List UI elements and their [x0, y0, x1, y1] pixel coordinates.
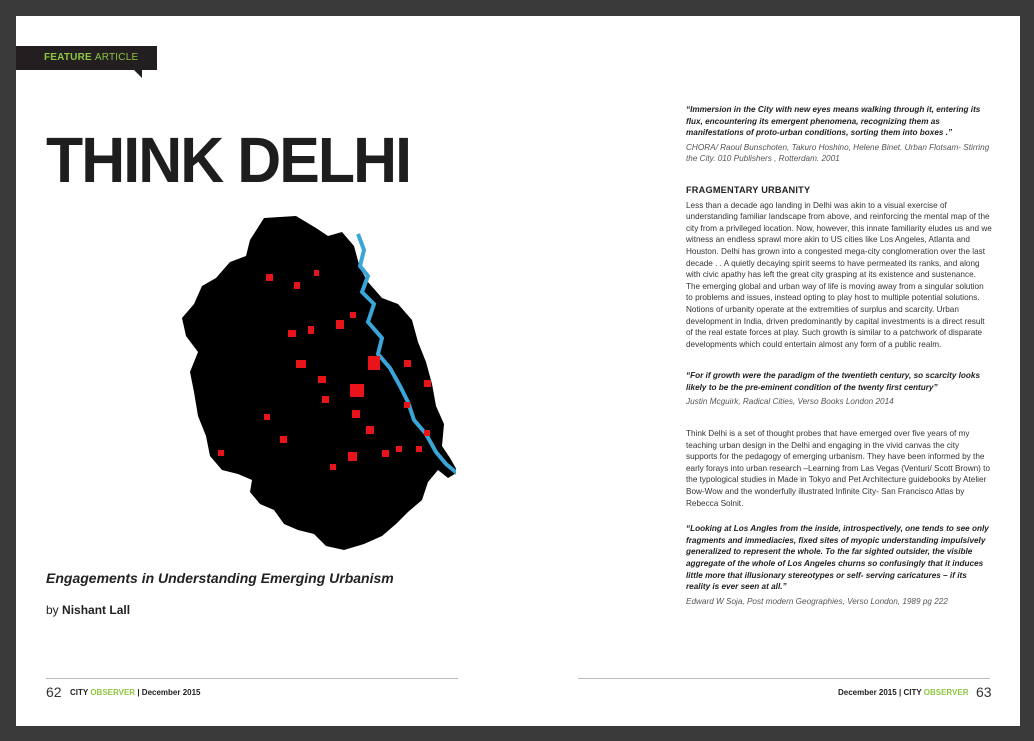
feature-article-tag [16, 46, 157, 70]
byline-prefix: by [46, 603, 59, 617]
site [396, 446, 402, 452]
site [264, 414, 270, 420]
footer-city: CITY [70, 688, 89, 697]
site [424, 380, 431, 387]
footer-rule-left [46, 678, 458, 679]
page-number-right: 63 [976, 684, 992, 700]
tag-tail [134, 70, 142, 78]
footer-city: CITY [903, 688, 922, 697]
delhi-map [146, 212, 456, 552]
quote-3: “Looking at Los Angles from the inside, introspectively, one tends to see only fragments and immediacies, fixed sites of myopic understanding impulsively generalized to represent the whole. To the far sighted outsider, the visible aggregate of the whole of Los Angeles churns so confusingly that it induces little more that illusionary stereotypes or self- serving caricatures – if its reality is ever seen at all.” [686, 524, 989, 592]
footer-observer: OBSERVER [923, 688, 969, 697]
magazine-spread [16, 16, 1020, 726]
quote-2: “For if growth were the paradigm of the twentieth century, so scarcity looks likely to be the pre-eminent condition of the twenty first century” [686, 371, 981, 392]
footer-right [838, 688, 969, 697]
site [318, 376, 326, 383]
site [266, 274, 273, 281]
byline-author: Nishant Lall [62, 603, 131, 617]
site [296, 360, 306, 368]
site [366, 426, 374, 434]
footer-observer: OBSERVER [90, 688, 136, 697]
site [416, 446, 422, 452]
quote-3-source: Edward W Soja, Post modern Geographies, Verso London, 1989 pg 222 [686, 596, 948, 606]
article-subtitle: Engagements in Understanding Emerging Urbanism [46, 570, 394, 586]
site [352, 410, 360, 418]
site [368, 356, 380, 370]
right-column [686, 104, 992, 607]
footer-date: December 2015 [141, 688, 201, 697]
site [288, 330, 296, 337]
site [382, 450, 389, 457]
site [322, 396, 329, 403]
site [348, 452, 357, 461]
footer-sep: | [898, 688, 902, 697]
quote-1-source: CHORA/ Raoul Bunschoten, Takuro Hoshino, Helene Binet. Urban Flotsam- Stirring the City. 010 Publishers , Rotterdam. 2001 [686, 142, 990, 164]
site [350, 384, 364, 397]
tag-strong: FEATURE [44, 52, 92, 63]
section-heading: FRAGMENTARY URBANITY [686, 184, 811, 195]
site [350, 312, 356, 318]
site [218, 450, 224, 456]
site [404, 402, 410, 408]
quote-1: “Immersion in the City with new eyes means walking through it, entering its flux, encountering its emergent phenomena, recognizing them as manifestations of proto-urban conditions, sorting them into boxes .” [686, 105, 981, 138]
site [314, 270, 319, 276]
tag-rest: ARTICLE [94, 52, 139, 63]
site [308, 326, 314, 334]
site [404, 360, 411, 367]
footer-rule-right [578, 678, 990, 679]
site [336, 320, 344, 329]
site [330, 464, 336, 470]
site [280, 436, 287, 443]
site [424, 430, 430, 436]
quote-2-source: Justin Mcguirk, Radical Cities, Verso Books London 2014 [686, 397, 894, 407]
paragraph-1: Less than a decade ago landing in Delhi was akin to a visual exercise of understanding familiar landscape from above, and reinforcing the mental map of the city from a privileged location. Now, however, this innate familiarity eludes us and we witness an endless sprawl more akin to US cities like Los Angeles, Atlanta and Houston. Delhi has grown into a congested mega-city conglomeration over the last decade . . A quietly decaying spirit seems to have permeated its ranks, and along with civic apathy has left the great city grasping at its existence and sustenance. The emerging global and urban way of life is moving away from a singular solution to problems and issues, instead opting to play host to multiple potential solutions. Notions of urbanity operate at the extremities of surplus and scarcity. Urban development in India, driven predominantly by capital investments is a direct result of the real estate forces at play. Such growth is similar to a patchwork of disparate developments which could entertain almost any form of a public realm. [686, 200, 992, 349]
page-number-left: 62 [46, 684, 62, 700]
footer-left [70, 688, 201, 697]
byline [46, 603, 130, 617]
article-title: THINK DELHI [46, 124, 411, 196]
paragraph-2: Think Delhi is a set of thought probes that have emerged over five years of my teaching urban design in the Delhi and engaging in the vivid canvas the city supports for the pedagogy of emerging urbanism. They have been informed by the early forays into urban research –Learning from Las Vegas (Venturi/ Scott Brown) to the typological studies in Made in Tokyo and Pet Architecture guidebooks by Atelier Bow-Wow and the wonderfully illustrated Infinite City- San Francisco Atlas by Rebecca Solnit. [686, 429, 991, 508]
site [294, 282, 300, 289]
footer-date: December 2015 [838, 688, 897, 697]
footer-sep: | [137, 688, 140, 697]
